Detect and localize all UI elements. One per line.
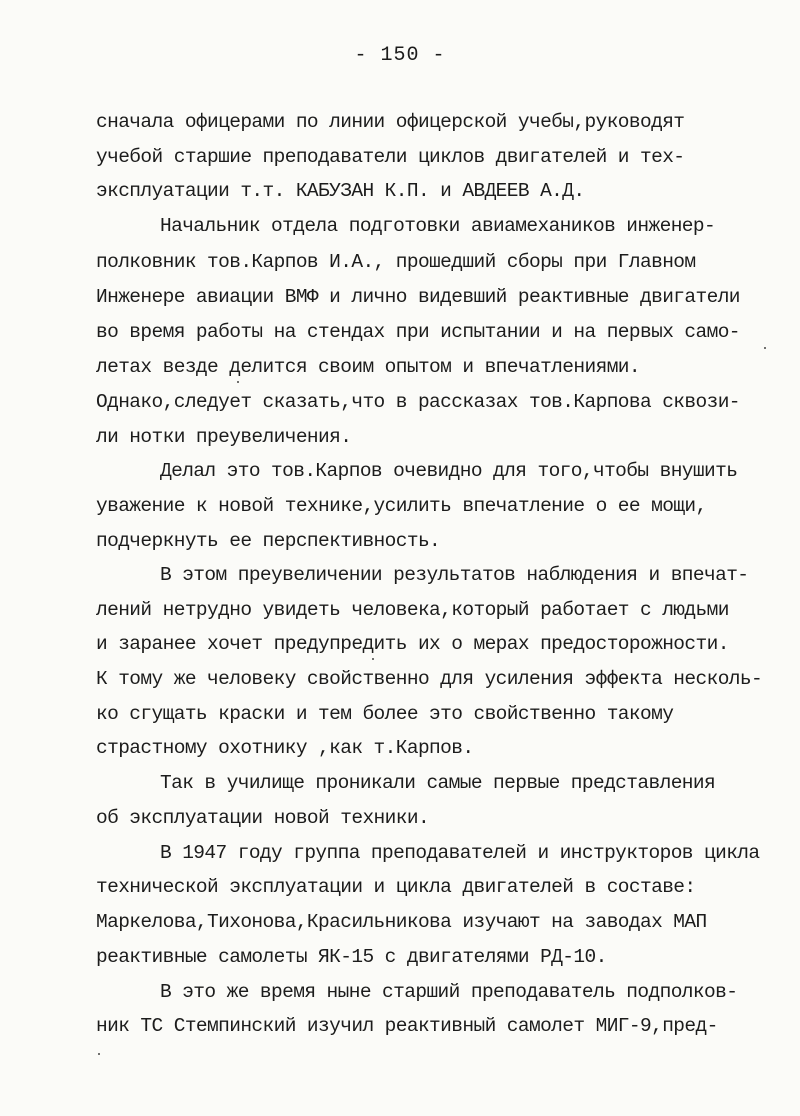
- text-line: Инженере авиации ВМФ и лично видевший реактивные двигатели: [96, 286, 740, 308]
- text-line: подчеркнуть ее перспективность.: [96, 530, 441, 552]
- text-line: учебой старшие преподаватели циклов двигателей и тех-: [96, 146, 685, 168]
- text-line: ко сгущать краски и тем более это свойственно такому: [96, 703, 674, 725]
- text-line: страстному охотнику ,как т.Карпов.: [96, 737, 474, 759]
- text-line: полковник тов.Карпов И.А., прошедший сборы при Главном: [96, 251, 696, 273]
- text-line: летах везде делится своим опытом и впечатлениями.: [96, 356, 640, 378]
- text-line: сначала офицерами по линии офицерской учебы,руководят: [96, 111, 685, 133]
- scan-speck: [764, 347, 766, 349]
- text-line: Начальник отдела подготовки авиамехаников инженер-: [160, 215, 716, 237]
- page-number: - 150 -: [354, 44, 446, 67]
- text-line: В этом преувеличении результатов наблюдения и впечат-: [160, 564, 749, 586]
- text-line: Маркелова,Тихонова,Красильникова изучают на заводах МАП: [96, 911, 707, 933]
- text-line: лений нетрудно увидеть человека,который работает с людьми: [96, 599, 729, 621]
- text-line: реактивные самолеты ЯК-15 с двигателями РД-10.: [96, 946, 607, 968]
- text-line: В это же время ныне старший преподаватель подполков-: [160, 981, 738, 1003]
- text-line: об эксплуатации новой техники.: [96, 807, 430, 829]
- text-line: К тому же человеку свойственно для усиления эффекта несколь-: [96, 668, 763, 690]
- text-line: эксплуатации т.т. КАБУЗАН К.П. и АВДЕЕВ А.Д.: [96, 180, 585, 202]
- text-line: технической эксплуатации и цикла двигателей в составе:: [96, 876, 696, 898]
- text-line: Делал это тов.Карпов очевидно для того,чтобы внушить: [160, 460, 738, 482]
- text-line: и заранее хочет предупредить их о мерах предосторожности.: [96, 633, 729, 655]
- text-line: Однако,следует сказать,что в рассказах тов.Карпова сквози-: [96, 391, 740, 413]
- scan-speck: [372, 658, 374, 660]
- text-line: уважение к новой технике,усилить впечатление о ее мощи,: [96, 495, 707, 517]
- scan-speck: [237, 381, 239, 383]
- text-line: ник ТС Стемпинский изучил реактивный самолет МИГ-9,пред-: [96, 1015, 718, 1037]
- text-line: ли нотки преувеличения.: [96, 426, 352, 448]
- text-line: во время работы на стендах при испытании и на первых само-: [96, 321, 740, 343]
- text-line: Так в училище проникали самые первые представления: [160, 772, 716, 794]
- text-line: В 1947 году группа преподавателей и инструкторов цикла: [160, 842, 760, 864]
- scan-speck: [98, 1053, 100, 1055]
